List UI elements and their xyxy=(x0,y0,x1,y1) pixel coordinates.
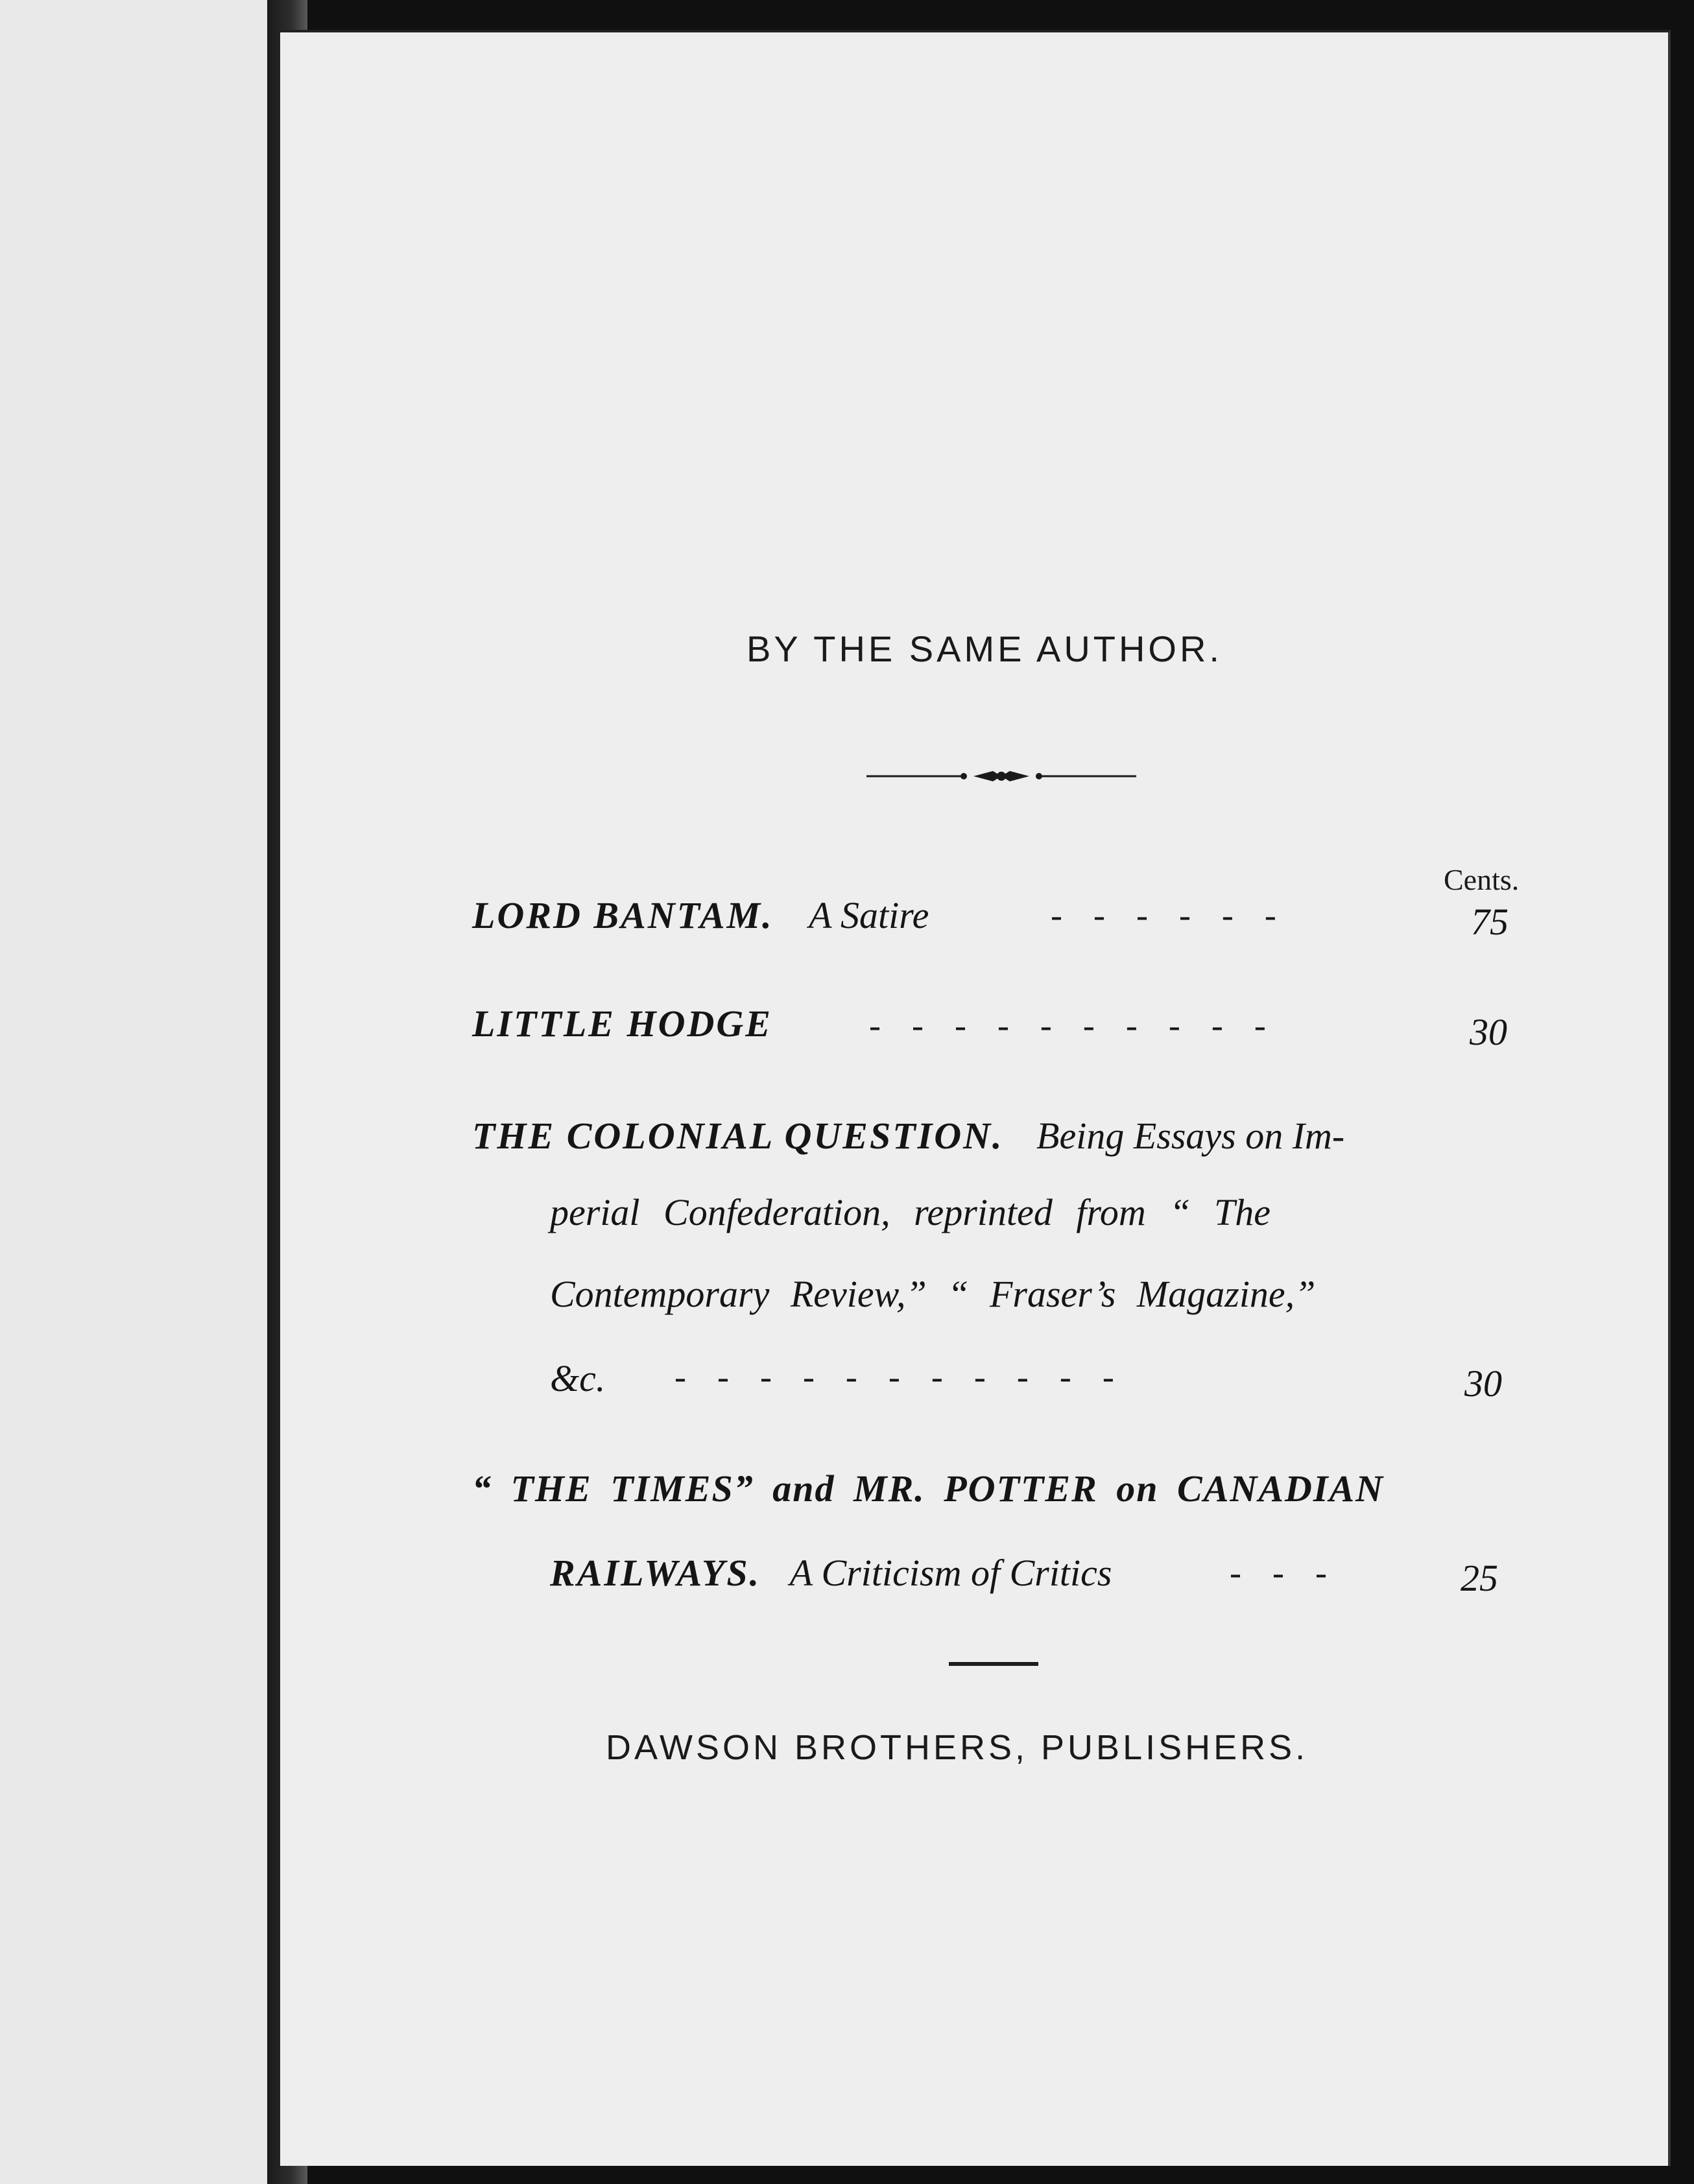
price-column-label: Cents. xyxy=(1444,863,1520,896)
entry-colonial-question xyxy=(472,1114,1344,1157)
entry-title: RAILWAYS. xyxy=(550,1552,761,1594)
entry-railways xyxy=(550,1551,1112,1595)
section-heading: BY THE SAME AUTHOR. xyxy=(746,628,1223,669)
leader-dots: --- xyxy=(1230,1553,1358,1592)
entry-lord-bantam xyxy=(472,894,929,937)
leader-dots: ---------- xyxy=(869,1006,1297,1045)
entry-subtitle: A Criticism of Critics xyxy=(789,1552,1112,1594)
entry-little-hodge xyxy=(472,1002,772,1045)
book-page xyxy=(280,30,1671,2166)
leader-dots: ----------- xyxy=(674,1357,1145,1396)
entry-price: 75 xyxy=(1471,901,1509,943)
entry-subtitle: A Satire xyxy=(809,894,929,936)
entry-the-times: “ THE TIMES” and MR. POTTER on CANADIAN xyxy=(472,1467,1385,1510)
entry-text-line: Contemporary Review,” “ Fraser’s Magazine,” xyxy=(550,1273,1316,1315)
ornament-divider-icon xyxy=(866,765,1136,787)
short-rule xyxy=(949,1662,1038,1666)
publisher-line: DAWSON BROTHERS, PUBLISHERS. xyxy=(606,1728,1309,1767)
entry-title: THE COLONIAL QUESTION. xyxy=(472,1115,1004,1157)
entry-text-line: &c. xyxy=(550,1357,606,1399)
entry-text: Being Essays on Im- xyxy=(1036,1115,1345,1157)
entry-price: 25 xyxy=(1461,1557,1498,1599)
entry-title: LORD BANTAM. xyxy=(472,894,774,936)
entry-price: 30 xyxy=(1470,1011,1507,1053)
entry-price: 30 xyxy=(1464,1362,1502,1405)
left-page-edge xyxy=(0,0,267,2184)
entry-title: LITTLE HODGE xyxy=(472,1003,772,1045)
leader-dots: ------ xyxy=(1051,896,1307,934)
entry-text-line: perial Confederation, reprinted from “ The xyxy=(550,1191,1271,1233)
